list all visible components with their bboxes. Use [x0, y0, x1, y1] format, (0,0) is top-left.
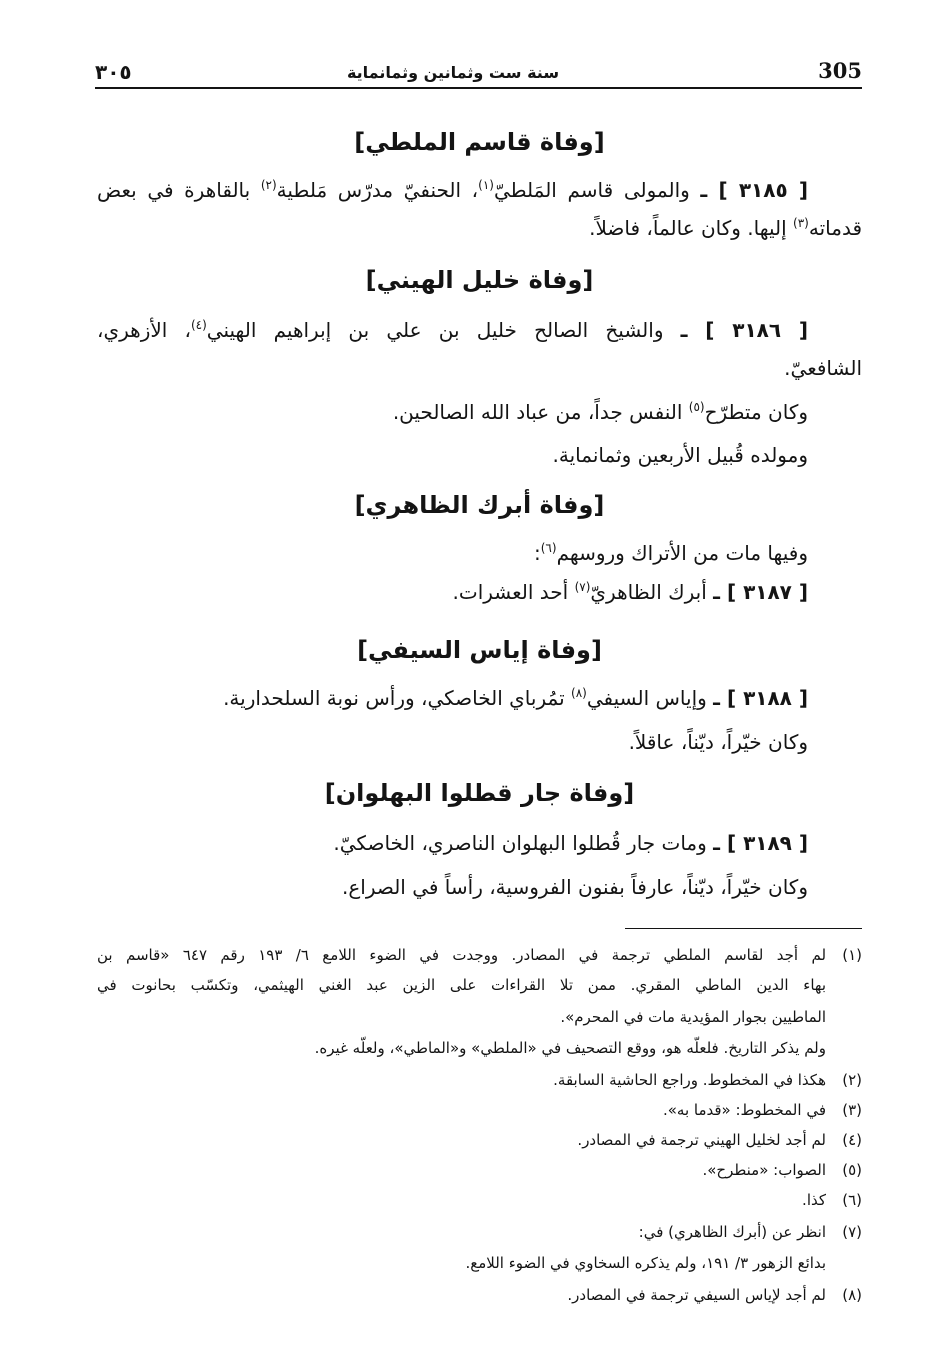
text-segment: والمولى قاسم المَلطيّ	[493, 178, 701, 202]
text-segment: وكان خيّراً، ديّناً، عاقلاً.	[628, 730, 808, 754]
footnote-line: في المخطوط: «قدما به».	[662, 1101, 826, 1119]
text-segment: والشيخ الصالح خليل بن علي بن إبراهيم الهيني	[206, 318, 681, 342]
footnote-number: (٥)	[842, 1161, 862, 1179]
body-line	[97, 172, 808, 208]
footnote-line: هكذا في المخطوط. وراجع الحاشية السابقة.	[553, 1071, 826, 1089]
footnote-ref: (٥)	[688, 400, 705, 415]
body-line	[97, 535, 808, 571]
section-heading: [وفاة قاسم الملطي]	[354, 128, 605, 156]
text-segment: وفيها مات من الأتراك وروسهم	[556, 541, 808, 565]
footnote-ref: (٧)	[574, 580, 591, 595]
footnote-number: (١)	[842, 946, 862, 964]
header-rule	[95, 87, 862, 89]
body-line	[97, 724, 808, 760]
entry-number: [ ٣١٨٩ ] ـ	[713, 831, 808, 855]
body-line	[97, 210, 862, 246]
footnote-number: (٢)	[842, 1071, 862, 1089]
page-number-arabic: ٣٠٥	[95, 60, 132, 84]
footnote-line: لم أجد لإياس السيفي ترجمة في المصادر.	[567, 1286, 826, 1304]
footnote-ref: (٨)	[571, 686, 587, 701]
footnote-line: الماطيين بجوار المؤيدية مات في المحرم».	[560, 1008, 826, 1026]
body-line	[97, 574, 808, 610]
footnote-line: ولم يذكر التاريخ. فلعلّه هو، ووقع التصحيف في «الملطي» و«الماطي»، ولعلّه غيره.	[314, 1039, 826, 1057]
footnote-line: انظر عن (أبرك الظاهري) في:	[638, 1223, 826, 1241]
footnote-line: لم أجد لخليل الهيني ترجمة في المصادر.	[577, 1131, 826, 1149]
footnote-ref: (٢)	[260, 178, 277, 193]
text-segment: إليها. وكان عالماً، فاضلاً.	[589, 216, 794, 240]
body-line	[97, 350, 862, 386]
footnote-line: بدائع الزهور ٣/ ١٩١، ولم يذكره السخاوي في الضوء اللامع.	[465, 1254, 826, 1272]
text-segment: النفس جداً، من عباد الله الصالحين.	[392, 400, 689, 424]
entry-number: [ ٣١٨٨ ] ـ	[713, 686, 808, 710]
entry-number: [ ٣١٨٦ ] ـ	[680, 318, 808, 342]
footnote-line: بهاء الدين الماطي المقري. ممن تلا القراءات على الزين عبد الغني الهيثمي، وتكسّب بحانوت في	[97, 976, 826, 994]
footnote-line: الصواب: «منطرح».	[702, 1161, 826, 1179]
footnote-number: (٤)	[842, 1131, 862, 1149]
footnote-ref: (٤)	[190, 318, 207, 333]
footnote-number: (٣)	[842, 1101, 862, 1119]
text-segment: ، الحنفيّ مدرّس مَلطية	[276, 178, 479, 202]
page-number-latin: 305	[818, 58, 862, 83]
footnote-rule	[625, 928, 862, 929]
footnote-ref: (٣)	[793, 216, 809, 231]
footnote-line: كذا.	[802, 1191, 826, 1209]
footnote-number: (٧)	[842, 1223, 862, 1241]
section-heading: [وفاة خليل الهيني]	[365, 266, 594, 294]
footnote-line: لم أجد لقاسم الملطي ترجمة في المصادر. ووجدت في الضوء اللامع ٦/ ١٩٣ رقم ٦٤٧ «قاسم بن	[97, 946, 826, 964]
body-line	[97, 825, 808, 861]
text-segment: بالقاهرة في بعض	[97, 178, 261, 202]
body-line	[97, 680, 808, 716]
text-segment: :	[533, 541, 541, 565]
entry-number: [ ٣١٨٥ ] ـ	[700, 178, 808, 202]
text-segment: وإياس السيفي	[586, 686, 714, 710]
text-segment: تمُرباي الخاصكي، ورأس نوبة السلحدارية.	[223, 686, 571, 710]
body-line	[97, 312, 808, 348]
text-segment: وكان خيّراً، ديّناً، عارفاً بفنون الفروسية، رأساً في الصراع.	[341, 875, 808, 899]
footnote-number: (٨)	[842, 1286, 862, 1304]
body-line	[97, 394, 808, 430]
text-segment: ، الأزهري،	[97, 318, 191, 342]
footnote-number: (٦)	[842, 1191, 862, 1209]
entry-number: [ ٣١٨٧ ] ـ	[713, 580, 808, 604]
text-segment: قدماته	[808, 216, 862, 240]
text-segment: أحد العشرات.	[452, 580, 575, 604]
footnote-ref: (١)	[478, 178, 494, 193]
text-segment: وكان متطرّح	[704, 400, 808, 424]
body-line	[97, 869, 808, 905]
footnote-ref: (٦)	[540, 541, 557, 556]
text-segment: ومولده قُبيل الأربعين وثمانماية.	[552, 443, 808, 467]
body-line	[97, 437, 808, 473]
text-segment: الشافعيّ.	[784, 356, 862, 380]
section-heading: [وفاة إياس السيفي]	[357, 636, 602, 664]
text-segment: ومات جار قُطلوا البهلوان الناصري، الخاصكيّ.	[333, 831, 714, 855]
text-segment: أبرك الظاهريّ	[590, 580, 714, 604]
running-title: سنة ست وثمانين وثمانماية	[346, 63, 560, 82]
section-heading: [وفاة أبرك الظاهري]	[354, 491, 605, 519]
section-heading: [وفاة جار قطلوا البهلوان]	[324, 779, 635, 807]
